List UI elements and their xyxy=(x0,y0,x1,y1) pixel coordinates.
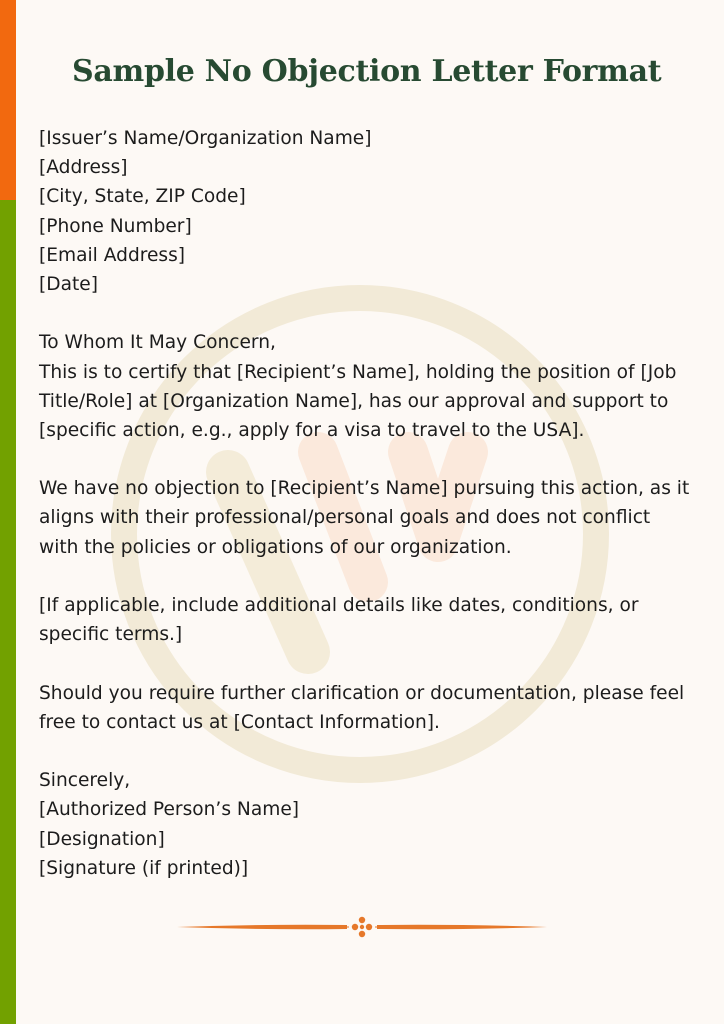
ornamental-divider-icon xyxy=(175,915,549,939)
side-accent-bar xyxy=(0,0,16,1024)
sender-line: [Email Address] xyxy=(39,244,186,266)
paragraph-certification xyxy=(39,358,689,446)
paragraph-line: specific terms.] xyxy=(39,624,183,646)
paragraph-contact xyxy=(39,679,689,737)
paragraph-line: free to contact us at [Contact Information]. xyxy=(39,711,440,733)
side-accent-orange xyxy=(0,0,16,200)
paragraph-line: Title/Role] at [Organization Name], has our approval and support to xyxy=(39,390,669,412)
sender-line: [Issuer’s Name/Organization Name] xyxy=(39,128,372,149)
sender-line: [Date] xyxy=(39,273,98,295)
sender-line: [Phone Number] xyxy=(39,215,192,237)
paragraph-line: We have no objection to [Recipient’s Name] pursuing this action, as it xyxy=(39,478,690,500)
paragraph-no-objection xyxy=(39,474,689,562)
side-accent-green xyxy=(0,200,16,1024)
closing-line: [Designation] xyxy=(39,828,165,850)
sender-line: [Address] xyxy=(39,157,128,179)
closing-line: [Authorized Person’s Name] xyxy=(39,799,300,821)
closing-line: [Signature (if printed)] xyxy=(39,857,249,879)
paragraph-line: [specific action, e.g., apply for a visa to travel to the USA]. xyxy=(39,419,585,441)
paragraph-line: aligns with their professional/personal goals and does not conflict xyxy=(39,507,651,529)
closing-line: Sincerely, xyxy=(39,770,131,792)
paragraph-line: [If applicable, include additional details like dates, conditions, or xyxy=(39,595,639,616)
letter-body xyxy=(39,124,689,883)
paragraph-line: Should you require further clarification or documentation, please feel xyxy=(39,682,685,704)
salutation: To Whom It May Concern, xyxy=(39,332,276,354)
paragraph-line: This is to certify that [Recipient’s Name], holding the position of [Job xyxy=(39,361,677,383)
page-title: Sample No Objection Letter Format xyxy=(72,54,662,89)
paragraph-additional-details xyxy=(39,591,689,649)
sender-block xyxy=(39,124,689,299)
closing-block xyxy=(39,766,689,883)
sender-line: [City, State, ZIP Code] xyxy=(39,186,246,208)
paragraph-line: with the policies or obligations of our organization. xyxy=(39,536,512,558)
